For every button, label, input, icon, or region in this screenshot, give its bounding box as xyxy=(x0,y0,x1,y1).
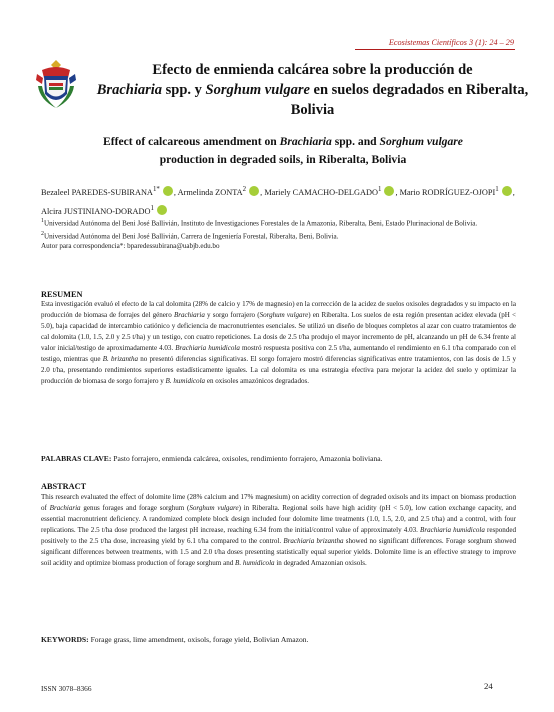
title-en-genus: Brachiaria xyxy=(279,135,332,148)
journal-citation: Ecosistemas Científicos 3 (1): 24 – 29 xyxy=(388,38,514,47)
abstract-heading: ABSTRACT xyxy=(41,482,87,491)
resumen-body xyxy=(41,299,516,387)
resumen-italic: Sorghum vulgare xyxy=(259,310,309,319)
resumen-italic: Brachiaria humidicola xyxy=(175,343,240,352)
author-name: Armelinda ZONTA xyxy=(177,187,243,197)
keywords-es-text: Pasto forrajero, enmienda calcárea, oxisoles, rendimiento forrajero, Amazonia boliviana. xyxy=(111,454,383,463)
resumen-text: en oxisoles amazónicos degradados. xyxy=(205,376,309,385)
author-sup: 2 xyxy=(242,186,247,193)
resumen-italic: B. humidicola xyxy=(165,376,206,385)
resumen-text: mostró respuesta positiva con 2.5 t/ha, aumentando el rendimiento en 6.1 t/ha comparado con el testigo, mientras que xyxy=(41,343,516,363)
title-en-species: Sorghum vulgare xyxy=(379,135,463,148)
title-es-mid: spp. y xyxy=(162,82,206,98)
title-english xyxy=(48,133,518,169)
keywords-english xyxy=(41,635,516,644)
title-spanish xyxy=(90,60,535,120)
keywords-es-label: PALABRAS CLAVE: xyxy=(41,454,112,463)
author-name: Bezaleel PAREDES-SUBIRANA xyxy=(41,187,153,197)
resumen-text: Esta investigación evaluó el efecto de la cal dolomita (28% de calcio y 17% de magnesio) en la corrección de la acidez de suelos oxisoles degradados y su impacto en la producción de biomasa de forrajes del género xyxy=(41,300,516,319)
author-name: Mario RODRÍGUEZ-OJOPI xyxy=(399,187,496,197)
abstract-italic: B. humidicola xyxy=(235,558,275,567)
affiliation-2-text: Universidad Autónoma del Beni José Ballivián, Carrera de Ingeniería Forestal, Riberalta, Beni, Bolivia. xyxy=(43,232,339,241)
keywords-en-label: KEYWORDS: xyxy=(41,635,89,644)
author-sup: 1 xyxy=(377,186,382,193)
author-sup: 1 xyxy=(495,186,499,193)
issn: ISSN 3078–8366 xyxy=(41,684,92,693)
affiliation-1: $^1$Universidad Autónoma del Beni José Ballivián, Instituto de Investigaciones Forestales de la Amazonia, Riberalta, Beni, Estado Plurinacional de Bolivia. xyxy=(41,218,478,228)
abstract-text: showed no significant differences. Forage sorghum showed significant differences between treatments, with 1.5 and 2.0 t/ha doses presenting statistically equal superior yields. Dolomite lime is an effective strategy to improve soil acidity and optimize biomass production of forage sorghum and xyxy=(41,536,516,567)
author-name: Alcira JUSTINIANO-DORADO xyxy=(41,207,151,217)
resumen-text: no presentó diferencias significativas. El sorgo forrajero mostró diferencias significativas entre tratamientos, con las dosis de 1.5 y 2.0 t/ha, presentando rendimientos superiores estadísticamente iguales. La cal dolomita es una estrategia efectiva para mejorar la acidez del suelo y optimizar la producción de biomasa de sorgo forrajero y xyxy=(41,354,516,385)
orcid-icon[interactable] xyxy=(384,186,394,196)
author-name: Mariely CAMACHO-DELGADO xyxy=(264,187,378,197)
resumen-text: y sorgo forrajero ( xyxy=(204,310,260,319)
page-number: 24 xyxy=(484,681,493,691)
orcid-icon[interactable] xyxy=(502,186,512,196)
abstract-body xyxy=(41,492,516,569)
resumen-italic: B. brizantha xyxy=(102,354,139,363)
affiliation-2: $^2$Universidad Autónoma del Beni José Ballivián, Carrera de Ingeniería Forestal, Riberalta, Beni, Bolivia. xyxy=(41,230,339,241)
orcid-icon[interactable] xyxy=(249,186,259,196)
title-en-part2: production in degraded soils, in Riberalta, Bolivia xyxy=(159,153,407,166)
title-es-species: Sorghum vulgare xyxy=(205,82,310,98)
university-crest-logo xyxy=(34,56,78,112)
affiliations xyxy=(41,216,516,252)
keywords-en-text: Forage grass, lime amendment, oxisols, forage yield, Bolivian Amazon. xyxy=(88,635,309,644)
abstract-text: responded positively to the 2.5 t/ha dose, increasing yield by 6.1 t/ha compared to the control. xyxy=(41,525,516,545)
abstract-text: in degraded Amazonian oxisols. xyxy=(274,558,367,567)
title-en-part1: Effect of calcareous amendment on xyxy=(103,135,280,148)
orcid-icon[interactable] xyxy=(157,205,167,215)
abstract-italic: Brachiaria xyxy=(49,503,81,512)
correspondence: Autor para correspondencia*: bparedessubirana@uabjb.edu.bo xyxy=(41,242,220,251)
orcid-icon[interactable] xyxy=(163,186,173,196)
abstract-italic: Brachiaria brizantha xyxy=(283,536,344,545)
abstract-text: genus forages and forage sorghum ( xyxy=(80,503,190,512)
abstract-text: ) in Riberalta. Regional soils have high acidity (pH < 5.0), low cation exchange capacity, and essential macronutrient deficiency. A randomized complete block design included four dolomite lime treatments (1.0, 1.5, 2.0, and 2.5 t/ha) and a control, with four replications. The 2.5 t/ha dose produced the largest pH increase, reaching 6.34 from the initial/control value of approximately 4.03. xyxy=(41,503,516,534)
author-list: Bezaleel PAREDES-$SUBIRANA^{1*}$ , Armelinda ZONTA$^2$ , Mariely CAMACHO-DELGADO$^1$ , Mario RODRÍGUEZ-OJOPI$^1$ , Alcira JUSTINIANO-DORADO$^1$ xyxy=(41,186,515,217)
title-es-part1: Efecto de enmienda calcárea sobre la producción de xyxy=(152,62,473,78)
abstract-italic: Brachiaria humidicola xyxy=(420,525,485,534)
title-es-part2: en suelos degradados en Riberalta, Bolivia xyxy=(290,82,529,118)
author-sup: 1 xyxy=(150,205,154,213)
author-sup: 1* xyxy=(152,186,160,193)
title-es-genus: Brachiaria xyxy=(96,82,163,98)
header-rule xyxy=(355,49,515,50)
abstract-italic: Sorghum vulgare xyxy=(189,503,239,512)
abstract-text: This research evaluated the effect of dolomite lime (28% calcium and 17% magnesium) on acidity correction of degraded oxisols and its impact on biomass production of xyxy=(41,493,516,512)
resumen-heading: RESUMEN xyxy=(41,290,83,299)
title-en-mid: spp. and xyxy=(331,135,380,148)
keywords-spanish xyxy=(41,454,516,463)
affiliation-1-text: Universidad Autónoma del Beni José Ballivián, Instituto de Investigaciones Forestales de la Amazonia, Riberalta, Beni, Estado Plurinacional de Bolivia. xyxy=(43,219,478,228)
resumen-text: ) en Riberalta. Los suelos de esta región presentan acidez elevada (pH < 5.0), baja capacidad de intercambio catiónico y deficiencia de macronutrientes esenciales. Se utilizó un diseño de bloques completos al azar con cuatro tratamientos de cal dolomita (1.0, 1.5, 2.0 y 2.5 t/ha) y un testigo, con cuatro repeticiones. La dosis de 2.5 t/ha produjo el mayor incremento de pH, alcanzando un pH de 6.34 frente al valor inicial/testigo de aproximadamente 4.03. xyxy=(41,310,516,352)
resumen-italic: Brachiaria xyxy=(173,310,205,319)
